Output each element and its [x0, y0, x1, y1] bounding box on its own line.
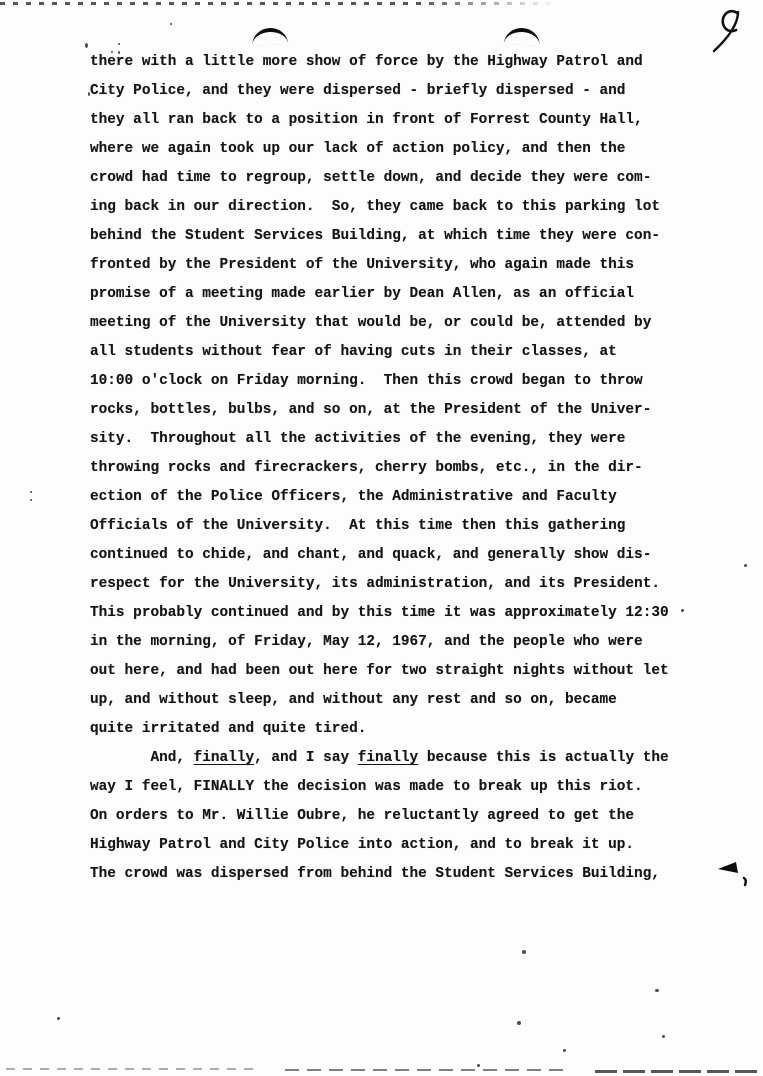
document-line: Highway Patrol and City Police into action, and to break it up. — [90, 837, 635, 853]
punch-arc-mark-left — [252, 27, 289, 45]
punch-arc-mark-right — [504, 27, 541, 45]
document-line: respect for the University, its administration, and its President. — [90, 576, 660, 592]
document-line: promise of a meeting made earlier by Dean Allen, as an official — [90, 286, 635, 302]
scan-edge-dashed-line-bottom — [595, 1070, 763, 1073]
document-line: continued to chide, and chant, and quack, and generally show dis- — [90, 547, 652, 563]
document-line: up, and without sleep, and without any rest and so on, became — [90, 692, 617, 708]
document-line: crowd had time to regroup, settle down, and decide they were com- — [90, 170, 652, 186]
scan-speck — [88, 92, 90, 96]
document-line: ing back in our direction. So, they came back to this parking lot — [90, 199, 660, 215]
scan-speck — [681, 609, 684, 612]
document-line: all students without fear of having cuts in their classes, at — [90, 344, 617, 360]
document-body — [90, 48, 710, 889]
scan-speck — [517, 1021, 521, 1025]
document-line: out here, and had been out here for two straight nights without let — [90, 663, 669, 679]
scan-speck — [655, 989, 659, 992]
document-line: quite irritated and quite tired. — [90, 721, 367, 737]
document-line: in the morning, of Friday, May 12, 1967, and the people who were — [90, 634, 643, 650]
document-line: meeting of the University that would be, or could be, attended by — [90, 315, 652, 331]
document-line: behind the Student Services Building, at which time they were con- — [90, 228, 660, 244]
document-line: sity. Throughout all the activities of the evening, they were — [90, 431, 626, 447]
document-line: throwing rocks and firecrackers, cherry bombs, etc., in the dir- — [90, 460, 643, 476]
document-line: rocks, bottles, bulbs, and so on, at the President of the Univer- — [90, 402, 652, 418]
scan-edge-dashed-line-bottom — [285, 1069, 565, 1071]
scan-speck — [477, 1064, 480, 1067]
document-line: On orders to Mr. Willie Oubre, he reluctantly agreed to get the — [90, 808, 635, 824]
arrow-ink-glyph — [714, 856, 754, 892]
document-line: Officials of the University. At this time then this gathering — [90, 518, 626, 534]
scan-speck — [744, 564, 747, 567]
scan-speck — [118, 43, 120, 45]
document-line: ection of the Police Officers, the Administrative and Faculty — [90, 489, 617, 505]
document-line: The crowd was dispersed from behind the Student Services Building, — [90, 866, 660, 882]
document-line: And, finally, and I say finally because this is actually the — [90, 750, 669, 766]
scan-speck — [30, 499, 32, 501]
scan-speck — [85, 43, 88, 48]
document-line: City Police, and they were dispersed - briefly dispersed - and — [90, 83, 626, 99]
document-line: way I feel, FINALLY the decision was made to break up this riot. — [90, 779, 643, 795]
scan-speck — [57, 1017, 60, 1020]
scan-speck — [563, 1049, 566, 1052]
scan-edge-dashed-line-bottom — [6, 1068, 256, 1070]
document-line: where we again took up our lack of action policy, and then the — [90, 141, 626, 157]
scan-speck — [522, 950, 526, 954]
scan-edge-fade — [420, 2, 560, 5]
document-line: This probably continued and by this time it was approximately 12:30 — [90, 605, 669, 621]
scan-speck — [111, 51, 113, 53]
scan-speck — [170, 23, 172, 25]
scan-speck — [30, 491, 32, 493]
scan-speck — [118, 51, 120, 54]
document-line: they all ran back to a position in front of Forrest County Hall, — [90, 112, 643, 128]
handwritten-ink-mark — [714, 856, 754, 892]
document-line: 10:00 o'clock on Friday morning. Then this crowd began to throw — [90, 373, 643, 389]
document-line: fronted by the President of the University, who again made this — [90, 257, 635, 273]
document-line: there with a little more show of force by the Highway Patrol and — [90, 54, 643, 70]
scan-speck — [662, 1035, 665, 1038]
